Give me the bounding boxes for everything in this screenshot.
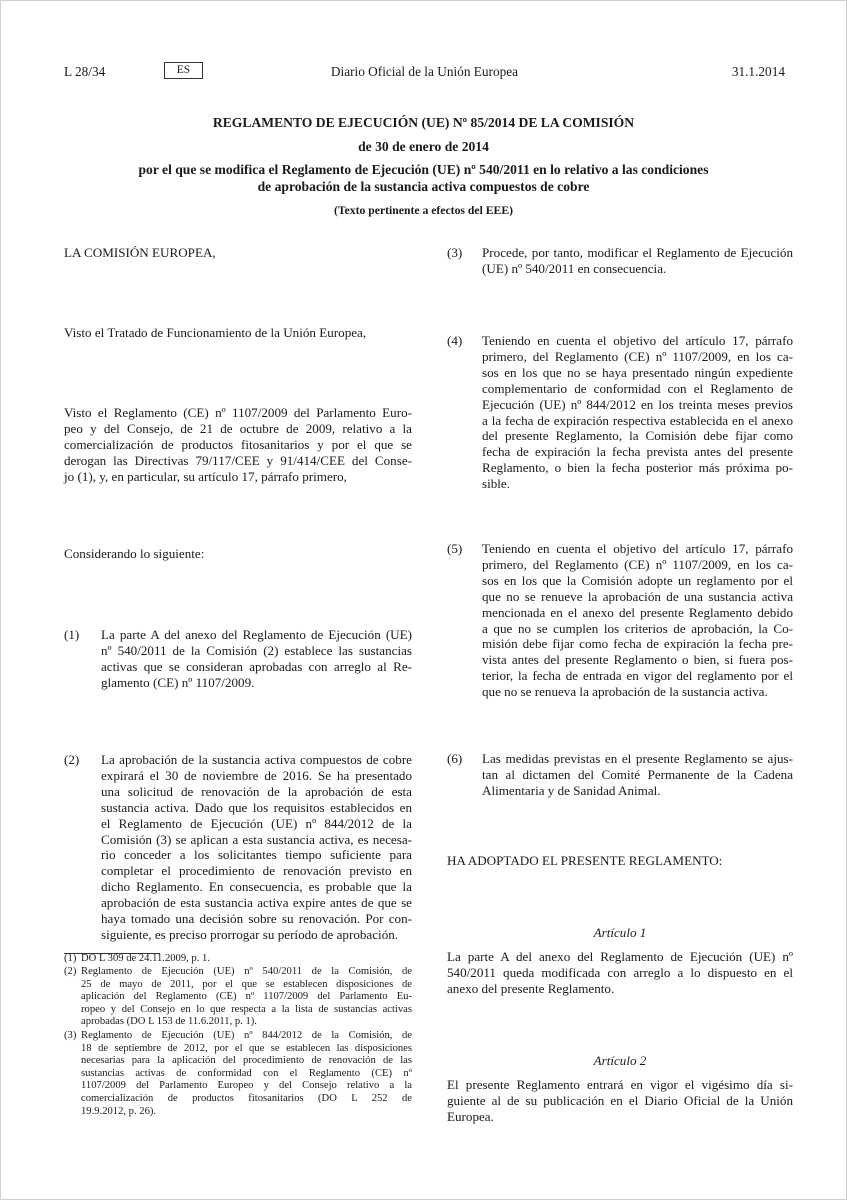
text-line: comercialización de productos fitosanitarios y por el que se: [64, 436, 412, 452]
footnote-number: (3): [64, 1030, 77, 1041]
text-line: Las medidas previstas en el presente Reglamento se ajus-: [482, 751, 793, 766]
text-line: Reglamento de Ejecución (UE) nº 540/2011 de la Comisión, de: [81, 966, 412, 977]
text-line: Comisión (3) se aplican a esta sustancia activa, es necesa-: [101, 831, 412, 847]
text-line: fecha de expiración la fecha prevista antes del presente: [482, 444, 793, 460]
text-line: (UE) nº 540/2011 en consecuencia.: [482, 260, 667, 276]
title-subject-line: por el que se modifica el Reglamento de Ejecución (UE) nº 540/2011 en lo relativo a las condiciones: [138, 162, 709, 177]
text-line: dicho Reglamento. En consecuencia, es probable que la: [101, 879, 412, 895]
publication-date: 31.1.2014: [731, 64, 785, 79]
language-box: ES: [164, 62, 203, 79]
footnote-1: [81, 953, 412, 966]
text-line: aprobadas (DO L 153 de 11.6.2011, p. 1).: [81, 1016, 257, 1028]
text-line: Teniendo en cuenta el objetivo del artículo 17, párrafo: [482, 541, 793, 556]
text-line: 18 de septiembre de 2012, por el que se establecen las disposiciones: [81, 1042, 412, 1054]
footnote-number: (2): [64, 966, 77, 977]
footnote-3: [81, 1030, 412, 1118]
text-line: guiente al de su publicación en el Diario Oficial de la Unión: [447, 1092, 793, 1108]
text-line: sustancia activa. Dado que los requisitos establecidos en: [101, 799, 412, 815]
text-line: activas que se consideran aprobadas con arreglo al Re-: [101, 658, 412, 674]
recital-6: [482, 751, 793, 799]
text-line: Teniendo en cuenta el objetivo del artículo 17, párrafo: [482, 333, 793, 348]
text-line: La parte A del anexo del Reglamento de Ejecución (UE) nº: [447, 949, 793, 964]
page-reference: L 28/34: [64, 64, 106, 79]
adoption-formula: HA ADOPTADO EL PRESENTE REGLAMENTO:: [447, 853, 723, 868]
text-line: Procede, por tanto, modificar el Reglamento de Ejecución: [482, 245, 793, 260]
text-line: a la fecha de expiración respectiva establecida en el anexo: [482, 412, 793, 428]
text-line: terior, la fecha de entrada en vigor del reglamento por el: [482, 668, 793, 684]
text-line: que no se renueve la aprobación de una sustancia activa: [482, 588, 793, 604]
text-line: complementario de conformidad con el Reglamento de: [482, 380, 793, 396]
commission-heading: LA COMISIÓN EUROPEA,: [64, 245, 216, 260]
text-line: derogan las Directivas 79/117/CEE y 91/414/CEE del Conse-: [64, 452, 412, 468]
text-line: aplicación del Reglamento (CE) nº 1107/2009 del Parlamento Eu-: [81, 991, 412, 1003]
journal-name: Diario Oficial de la Unión Europea: [330, 64, 519, 79]
text-line: vista antes del presente Reglamento o bien, si fuera pos-: [482, 652, 793, 668]
recital-1: [101, 627, 412, 691]
text-line: sible.: [482, 476, 511, 492]
text-line: 1107/2009 del Parlamento Europeo y del Consejo relativo a la: [81, 1080, 412, 1092]
text-line: Ejecución (UE) nº 844/2012 en los treinta meses previos: [482, 396, 793, 412]
footnote-2: [81, 966, 412, 1029]
article-2-body: [447, 1077, 793, 1125]
recital-number: (3): [447, 245, 463, 260]
recital-5: [482, 541, 793, 700]
recital-number: (2): [64, 752, 80, 767]
article-1-title: Artículo 1: [593, 925, 647, 940]
text-line: DO L 309 de 24.11.2009, p. 1.: [81, 953, 210, 964]
text-line: La aprobación de la sustancia activa compuestos de cobre: [101, 752, 412, 767]
text-line: haya tomado una decisión sobre su renovación. Por con-: [101, 911, 412, 927]
text-line: que no se renueva la aprobación de la sustancia activa.: [482, 684, 768, 700]
title-date: de 30 de enero de 2014: [358, 139, 489, 154]
recital-3: [482, 245, 793, 277]
text-line: ropeo y del Consejo en lo que respecta a la lista de sustancias activas: [81, 1003, 412, 1015]
page-header: [64, 64, 785, 84]
text-line: una solicitud de renovación de la aprobación de esta: [101, 783, 412, 799]
text-line: mencionada en el anexo del presente Reglamento debido: [482, 604, 793, 620]
text-line: nº 540/2011 de la Comisión (2) establece las sustancias: [101, 642, 412, 658]
text-line: Reglamento de Ejecución (UE) nº 844/2012 de la Comisión, de: [81, 1030, 412, 1041]
text-line: Alimentaria y de Sanidad Animal.: [482, 782, 661, 798]
article-1-body: [447, 949, 793, 997]
title-subject: [64, 161, 783, 195]
title-line: REGLAMENTO DE EJECUCIÓN (UE) Nº 85/2014 DE LA COMISIÓN: [212, 115, 635, 130]
text-line: sos en los que la Comisión adopte un reglamento por el: [482, 572, 793, 588]
recital-4: [482, 333, 793, 492]
title-subject-line: de aprobación de la sustancia activa compuestos de cobre: [257, 179, 590, 194]
text-line: comercialización de productos fitosanitarios (DO L 252 de: [81, 1092, 412, 1104]
text-line: misión debe fijar como fecha de expiración la fecha pre-: [482, 636, 793, 652]
text-line: anexo del presente Reglamento.: [447, 980, 615, 996]
text-line: Visto el Reglamento (CE) nº 1107/2009 del Parlamento Euro-: [64, 405, 412, 420]
text-line: del presente Reglamento, la Comisión debe fijar como: [482, 428, 793, 444]
text-line: 19.9.2012, p. 26).: [81, 1105, 157, 1117]
text-line: peo y del Consejo, de 21 de octubre de 2009, relativo a la: [64, 420, 412, 436]
text-line: Europea.: [447, 1108, 494, 1124]
text-line: expirará el 30 de noviembre de 2016. Se ha presentado: [101, 767, 412, 783]
text-line: primero, del Reglamento (CE) nº 1107/2009, en los ca-: [482, 348, 793, 364]
recital-2: [101, 752, 412, 943]
text-line: rio conceder a los solicitantes tiempo suficiente para: [101, 847, 412, 863]
text-line: tan al dictamen del Comité Permanente de la Cadena: [482, 766, 793, 782]
text-line: sos en los que no se haya presentado ningún expediente: [482, 364, 793, 380]
citation-regulation: [64, 405, 412, 485]
eea-relevance: (Texto pertinente a efectos del EEE): [333, 204, 514, 217]
text-line: el Reglamento de Ejecución (UE) nº 844/2012 de la: [101, 815, 412, 831]
text-line: siguiente, es preciso prorrogar su período de aprobación.: [101, 926, 399, 942]
text-line: El presente Reglamento entrará en vigor el vigésimo día si-: [447, 1077, 793, 1092]
recital-number: (4): [447, 333, 463, 348]
footnote-number: (1): [64, 953, 77, 964]
citation-treaty: Visto el Tratado de Funcionamiento de la Unión Europea,: [64, 325, 367, 340]
considerando-heading: Considerando lo siguiente:: [64, 546, 205, 561]
text-line: glamento (CE) nº 1107/2009.: [101, 674, 255, 690]
text-line: Reglamento, o bien la fecha posterior más próxima po-: [482, 460, 793, 476]
text-line: aprobación de esta sustancia activa expire antes de que se: [101, 895, 412, 911]
text-line: completar el procedimiento de renovación previsto en: [101, 863, 412, 879]
recital-number: (1): [64, 627, 80, 642]
text-line: necesarias para la aplicación del procedimiento de renovación de las: [81, 1055, 412, 1067]
recital-number: (6): [447, 751, 463, 766]
text-line: jo (1), y, en particular, su artículo 17, párrafo primero,: [64, 468, 347, 484]
text-line: La parte A del anexo del Reglamento de Ejecución (UE): [101, 627, 412, 642]
text-line: primero, del Reglamento (CE) nº 1107/2009, en los ca-: [482, 556, 793, 572]
text-line: 540/2011 queda modificada con arreglo a lo dispuesto en el: [447, 964, 793, 980]
text-line: sustancias activas de conformidad con el Reglamento (CE) nº: [81, 1067, 412, 1079]
text-line: a que no se cumplen los criterios de aprobación, la Co-: [482, 620, 793, 636]
article-2-title: Artículo 2: [593, 1053, 647, 1068]
text-line: 25 de mayo de 2011, por el que se establecen disposiciones de: [81, 978, 412, 990]
recital-number: (5): [447, 541, 463, 556]
